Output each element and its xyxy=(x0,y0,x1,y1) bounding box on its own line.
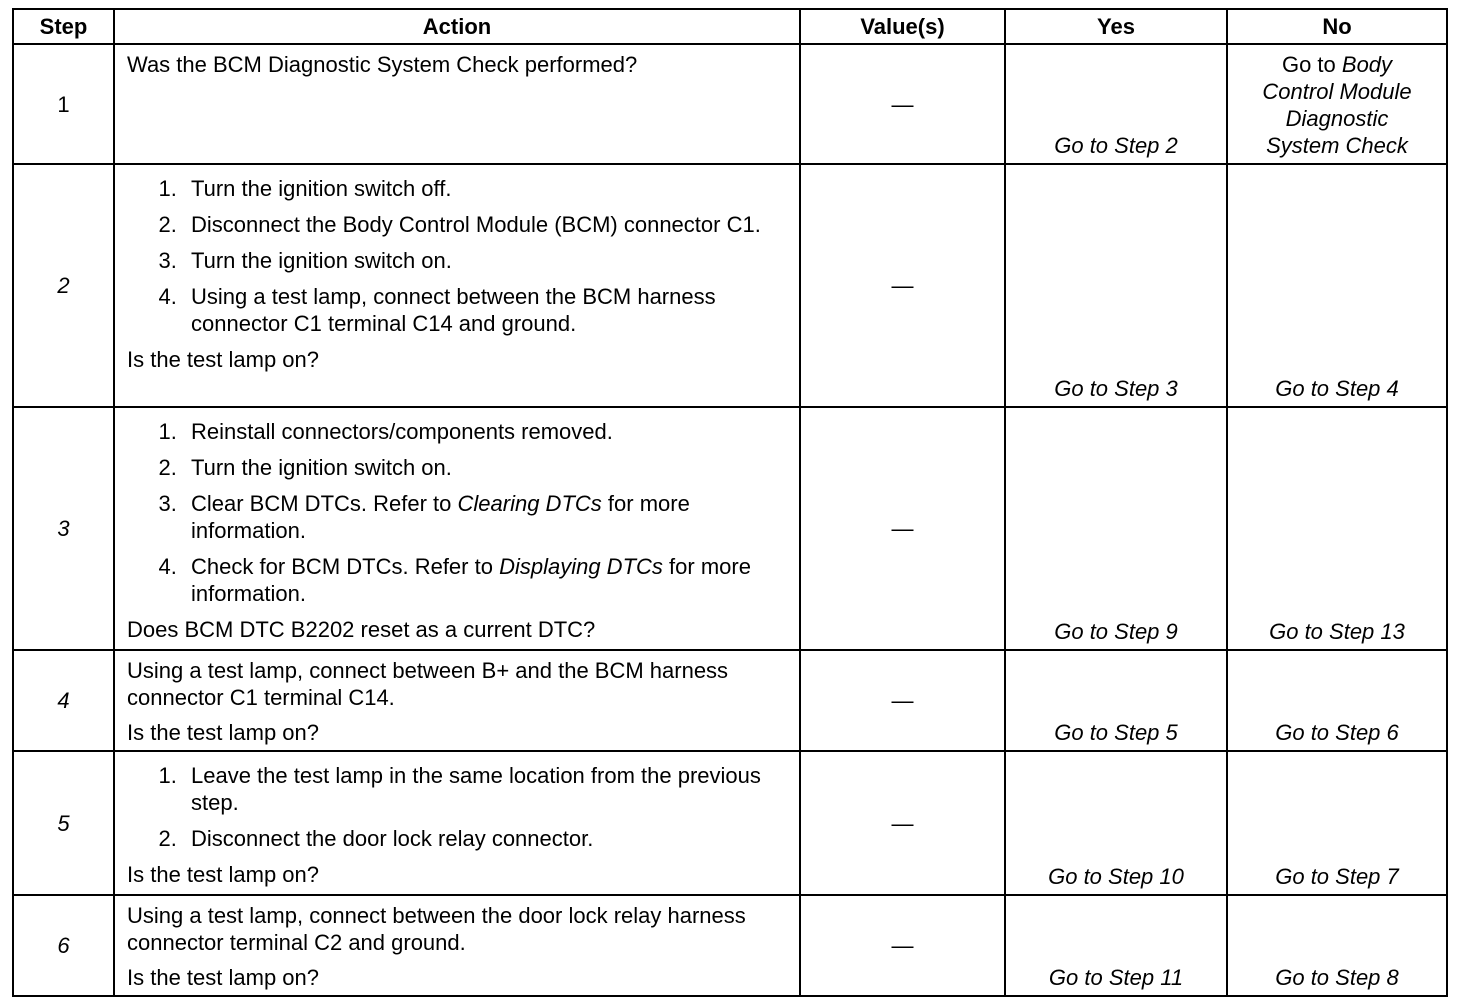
action-step: 1. Turn the ignition switch off. xyxy=(183,175,791,202)
action-cell xyxy=(114,164,800,407)
action-step: 4. Check for BCM DTCs. Refer to Displaying DTCs for more information. xyxy=(183,553,791,607)
yes-cell: Go to Step 3 xyxy=(1005,164,1227,407)
step-number: 3 xyxy=(13,407,114,650)
header-row xyxy=(13,9,1447,44)
action-cell xyxy=(114,44,800,164)
action-text: Using a test lamp, connect between B+ and the BCM harness connector C1 terminal C14. xyxy=(127,658,729,710)
yes-cell: Go to Step 2 xyxy=(1005,44,1227,164)
yes-cell: Go to Step 5 xyxy=(1005,650,1227,751)
value-cell xyxy=(800,407,1005,650)
action-text: Was the BCM Diagnostic System Check performed? xyxy=(127,52,638,77)
yes-cell: Go to Step 11 xyxy=(1005,895,1227,996)
step-number: 5 xyxy=(13,751,114,895)
value-dash: — xyxy=(891,91,914,117)
value-cell xyxy=(800,164,1005,407)
table-row xyxy=(13,650,1447,751)
action-step: 3. Clear BCM DTCs. Refer to Clearing DTCs for more information. xyxy=(183,490,791,544)
question-text: Does BCM DTC B2202 reset as a current DTC? xyxy=(127,617,596,642)
action-cell xyxy=(114,751,800,895)
step-number: 6 xyxy=(13,895,114,996)
header-values: Value(s) xyxy=(800,9,1005,44)
action-step: 2. Disconnect the door lock relay connector. xyxy=(183,825,791,852)
action-step: 2. Turn the ignition switch on. xyxy=(183,454,791,481)
action-steps xyxy=(127,418,791,607)
value-dash: — xyxy=(891,810,914,836)
action-step: 3. Turn the ignition switch on. xyxy=(183,247,791,274)
reference-link: Clearing DTCs xyxy=(457,491,602,516)
no-cell: Go to Step 13 xyxy=(1227,407,1447,650)
no-cell xyxy=(1227,44,1447,164)
header-action: Action xyxy=(114,9,800,44)
no-cell: Go to Step 7 xyxy=(1227,751,1447,895)
value-cell xyxy=(800,44,1005,164)
action-cell xyxy=(114,407,800,650)
action-steps xyxy=(127,175,791,337)
action-step: 4. Using a test lamp, connect between the BCM harness connector C1 terminal C14 and ground. xyxy=(183,283,791,337)
question-text: Is the test lamp on? xyxy=(127,720,319,745)
question-text: Is the test lamp on? xyxy=(127,862,319,887)
yes-cell: Go to Step 9 xyxy=(1005,407,1227,650)
table-row xyxy=(13,44,1447,164)
yes-cell: Go to Step 10 xyxy=(1005,751,1227,895)
value-cell xyxy=(800,895,1005,996)
table-row xyxy=(13,751,1447,895)
header-step: Step xyxy=(13,9,114,44)
step-number: 2 xyxy=(13,164,114,407)
value-dash: — xyxy=(891,273,914,298)
no-link: Go to Body Control Module Diagnostic System Check xyxy=(1262,52,1412,158)
value-dash: — xyxy=(891,933,914,958)
action-step: 1. Reinstall connectors/components removed. xyxy=(183,418,791,445)
no-cell: Go to Step 4 xyxy=(1227,164,1447,407)
no-cell: Go to Step 8 xyxy=(1227,895,1447,996)
action-cell xyxy=(114,895,800,996)
step-number: 1 xyxy=(13,44,114,164)
diagnostic-table xyxy=(12,8,1448,997)
action-steps xyxy=(127,762,791,852)
question-text: Is the test lamp on? xyxy=(127,965,319,990)
action-cell xyxy=(114,650,800,751)
table-row xyxy=(13,164,1447,407)
value-dash: — xyxy=(891,516,914,541)
value-cell xyxy=(800,751,1005,895)
reference-link: Displaying DTCs xyxy=(499,554,663,579)
action-step: 1. Leave the test lamp in the same location from the previous step. xyxy=(183,762,791,816)
header-no: No xyxy=(1227,9,1447,44)
table-row xyxy=(13,407,1447,650)
value-dash: — xyxy=(891,688,914,713)
action-step: 2. Disconnect the Body Control Module (BCM) connector C1. xyxy=(183,211,791,238)
step-number: 4 xyxy=(13,650,114,751)
no-cell: Go to Step 6 xyxy=(1227,650,1447,751)
value-cell xyxy=(800,650,1005,751)
action-text: Using a test lamp, connect between the door lock relay harness connector terminal C2 and ground. xyxy=(127,903,746,955)
question-text: Is the test lamp on? xyxy=(127,347,319,372)
header-yes: Yes xyxy=(1005,9,1227,44)
table-row xyxy=(13,895,1447,996)
